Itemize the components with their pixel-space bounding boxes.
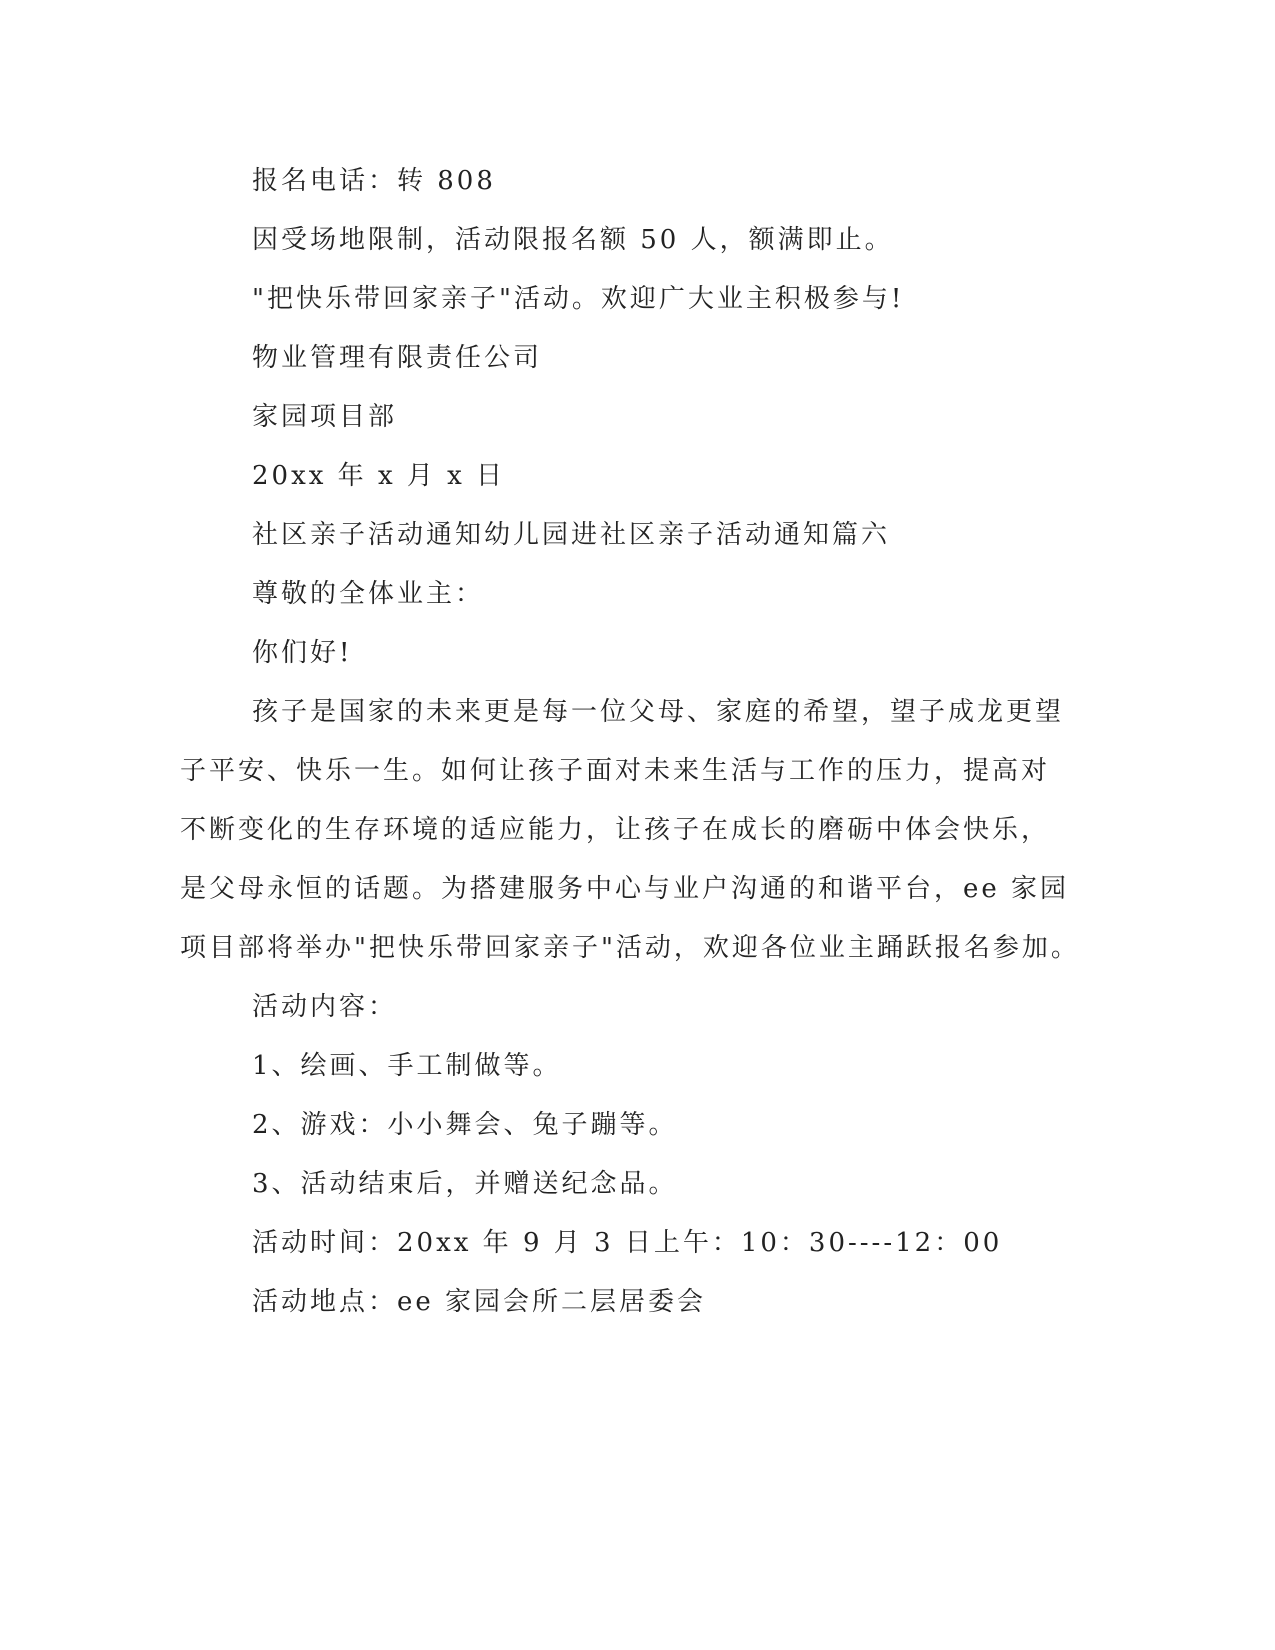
capacity-limit-line: 因受场地限制，活动限报名额 50 人，额满即止。: [252, 225, 894, 255]
date-line: 20xx 年 x 月 x 日: [252, 461, 506, 491]
body-paragraph-line-5: 项目部将举办"把快乐带回家亲子"活动，欢迎各位业主踊跃报名参加。: [180, 933, 1080, 963]
salutation-line: 尊敬的全体业主：: [252, 579, 485, 609]
activity-item-1: 1、绘画、手工制做等。: [252, 1051, 562, 1081]
department-line: 家园项目部: [252, 402, 398, 432]
activity-item-3: 3、活动结束后，并赠送纪念品。: [252, 1169, 678, 1199]
activity-item-2: 2、游戏：小小舞会、兔子蹦等。: [252, 1110, 678, 1140]
body-paragraph-line-4: 是父母永恒的话题。为搭建服务中心与业户沟通的和谐平台，ee 家园: [180, 874, 1070, 904]
body-paragraph-line-1: 孩子是国家的未来更是每一位父母、家庭的希望，望子成龙更望: [252, 697, 1065, 727]
welcome-line: "把快乐带回家亲子"活动。欢迎广大业主积极参与!: [252, 284, 905, 314]
activity-location-line: 活动地点：ee 家园会所二层居委会: [252, 1287, 707, 1317]
body-paragraph-line-3: 不断变化的生存环境的适应能力，让孩子在成长的磨砺中体会快乐，: [180, 815, 1051, 845]
activity-content-heading: 活动内容：: [252, 992, 398, 1022]
body-paragraph-line-2: 子平安、快乐一生。如何让孩子面对未来生活与工作的压力，提高对: [180, 756, 1051, 786]
section-heading: 社区亲子活动通知幼儿园进社区亲子活动通知篇六: [252, 520, 891, 550]
registration-phone-line: 报名电话：转 808: [252, 166, 496, 196]
activity-time-line: 活动时间：20xx 年 9 月 3 日上午：10：30----12：00: [252, 1228, 1003, 1258]
greeting-line: 你们好!: [252, 638, 353, 668]
company-name-line: 物业管理有限责任公司: [252, 343, 543, 373]
